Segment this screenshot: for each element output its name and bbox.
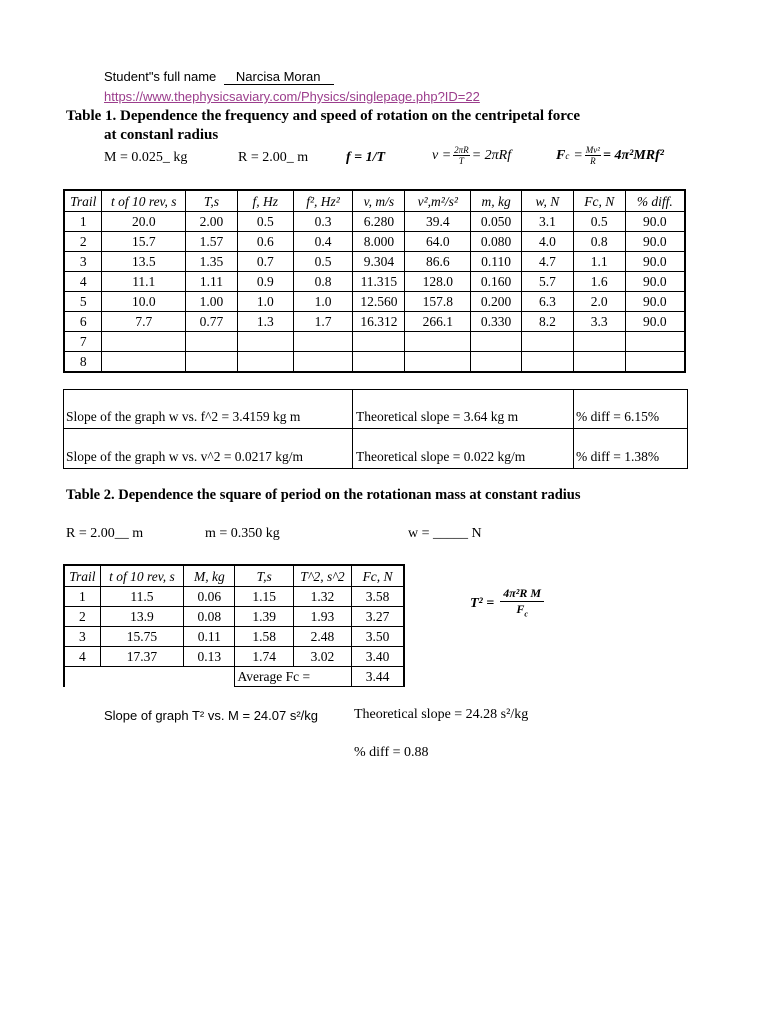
table-cell bbox=[625, 352, 685, 373]
average-fc-label: Average Fc = bbox=[235, 667, 352, 687]
speed-fraction: $\frac{2\pi R}{T}$ bbox=[454, 145, 469, 166]
table-row bbox=[64, 647, 404, 667]
table1-header-cell: % diff. bbox=[625, 190, 685, 212]
theoretical-slope-1: Theoretical slope = 3.64 kg m bbox=[356, 409, 519, 424]
force-fraction: $\frac{\text{Mv²}}{R}$ bbox=[585, 145, 600, 166]
table-cell: 11.315 bbox=[353, 272, 405, 292]
table-cell bbox=[353, 352, 405, 373]
table-cell bbox=[471, 332, 522, 352]
table-cell: 8 bbox=[64, 352, 102, 373]
data-table-2 bbox=[63, 564, 405, 687]
table-cell bbox=[293, 332, 353, 352]
table-cell: 13.9 bbox=[100, 607, 183, 627]
table-row bbox=[64, 272, 685, 292]
blank-cell bbox=[64, 667, 235, 687]
table2-header-cell: M, kg bbox=[184, 565, 235, 587]
table2-header-cell: t of 10 rev, s bbox=[100, 565, 183, 587]
table-cell: 266.1 bbox=[405, 312, 471, 332]
table-cell: 13.5 bbox=[102, 252, 186, 272]
student-label: Student"s full name bbox=[104, 69, 217, 84]
table-cell: 3.27 bbox=[352, 607, 404, 627]
table1-header-cell: t of 10 rev, s bbox=[102, 190, 186, 212]
table-cell: 1.0 bbox=[293, 292, 353, 312]
table-cell: 157.8 bbox=[405, 292, 471, 312]
table-cell bbox=[237, 352, 293, 373]
table-cell: 17.37 bbox=[100, 647, 183, 667]
table-cell: 0.160 bbox=[471, 272, 522, 292]
table-cell: 15.7 bbox=[102, 232, 186, 252]
table-cell: 1.0 bbox=[237, 292, 293, 312]
table-row bbox=[64, 332, 685, 352]
table-row bbox=[64, 232, 685, 252]
table-cell: 1.3 bbox=[237, 312, 293, 332]
table-cell: 7 bbox=[64, 332, 102, 352]
table1-header-row bbox=[64, 190, 685, 212]
table-cell: 2.48 bbox=[293, 627, 351, 647]
slope-w-vs-f2: Slope of the graph w vs. f^2 = 3.4159 kg m bbox=[66, 409, 301, 424]
table-cell: 7.7 bbox=[102, 312, 186, 332]
table-cell: 1.6 bbox=[573, 272, 625, 292]
table-cell bbox=[573, 352, 625, 373]
table-cell bbox=[102, 332, 186, 352]
table-cell bbox=[353, 332, 405, 352]
table-cell: 8.000 bbox=[353, 232, 405, 252]
table-cell: 1.7 bbox=[293, 312, 353, 332]
period-fraction: $\frac{\text{4π²R M}}{F_c}$ bbox=[500, 586, 544, 621]
table-cell: 2 bbox=[64, 232, 102, 252]
data-table-1 bbox=[63, 189, 686, 373]
table-cell: 0.200 bbox=[471, 292, 522, 312]
table-cell: 3.58 bbox=[352, 587, 404, 607]
table-cell: 0.080 bbox=[471, 232, 522, 252]
table-cell: 0.8 bbox=[573, 232, 625, 252]
formula-period-squared: T² = $\frac{\text{4π²R M}}{F_c}$ bbox=[470, 586, 544, 621]
table1-header-cell: f², Hz² bbox=[293, 190, 353, 212]
param-mass-2: m = 0.350 kg bbox=[205, 526, 280, 541]
table-cell: 0.3 bbox=[293, 212, 353, 232]
table-cell: 86.6 bbox=[405, 252, 471, 272]
table-cell: 0.5 bbox=[293, 252, 353, 272]
table-cell bbox=[405, 332, 471, 352]
table-cell: 90.0 bbox=[625, 252, 685, 272]
table-cell: 90.0 bbox=[625, 292, 685, 312]
row-divider bbox=[64, 428, 687, 429]
table-cell: 4 bbox=[64, 647, 100, 667]
theoretical-slope-3: Theoretical slope = 24.28 s²/kg bbox=[354, 707, 529, 722]
table1-header-cell: v, m/s bbox=[353, 190, 405, 212]
table2-header-cell: Trail bbox=[64, 565, 100, 587]
table-cell: 6 bbox=[64, 312, 102, 332]
table-row bbox=[64, 292, 685, 312]
table-row bbox=[64, 352, 685, 373]
table-cell: 20.0 bbox=[102, 212, 186, 232]
table-cell: 6.280 bbox=[353, 212, 405, 232]
table-row bbox=[64, 312, 685, 332]
table-cell: 16.312 bbox=[353, 312, 405, 332]
table1-header-cell: m, kg bbox=[471, 190, 522, 212]
table-cell: 1.1 bbox=[573, 252, 625, 272]
url-line bbox=[104, 89, 480, 104]
table-cell: 1 bbox=[64, 212, 102, 232]
student-line bbox=[104, 69, 334, 85]
table-cell: 1.93 bbox=[293, 607, 351, 627]
column-divider bbox=[573, 390, 574, 468]
table-cell: 1.74 bbox=[235, 647, 293, 667]
table-cell: 0.9 bbox=[237, 272, 293, 292]
table-cell: 1.57 bbox=[186, 232, 238, 252]
table-cell: 5 bbox=[64, 292, 102, 312]
table-cell bbox=[186, 332, 238, 352]
table2-header-cell: T^2, s^2 bbox=[293, 565, 351, 587]
table-cell: 0.4 bbox=[293, 232, 353, 252]
table-cell: 2.0 bbox=[573, 292, 625, 312]
table-cell bbox=[573, 332, 625, 352]
student-name-field bbox=[224, 69, 335, 85]
table-row bbox=[64, 252, 685, 272]
table-cell: 0.5 bbox=[573, 212, 625, 232]
table2-header-cell: Fc, N bbox=[352, 565, 404, 587]
table1-header-cell: Fc, N bbox=[573, 190, 625, 212]
table2-header-cell: T,s bbox=[235, 565, 293, 587]
table-cell: 9.304 bbox=[353, 252, 405, 272]
table-row bbox=[64, 607, 404, 627]
table-cell: 1 bbox=[64, 587, 100, 607]
column-divider bbox=[352, 390, 353, 468]
table-cell: 3.1 bbox=[522, 212, 574, 232]
table-cell bbox=[522, 352, 574, 373]
average-row bbox=[64, 667, 404, 687]
table-cell: 0.050 bbox=[471, 212, 522, 232]
table1-header-cell: v²,m²/s² bbox=[405, 190, 471, 212]
table-cell: 3 bbox=[64, 627, 100, 647]
table-cell bbox=[102, 352, 186, 373]
slope-comparison-box bbox=[63, 389, 688, 469]
table-cell: 0.06 bbox=[184, 587, 235, 607]
table-cell: 4 bbox=[64, 272, 102, 292]
table-cell: 90.0 bbox=[625, 232, 685, 252]
table-cell: 0.8 bbox=[293, 272, 353, 292]
table-cell: 0.6 bbox=[237, 232, 293, 252]
slope-t2-vs-m: Slope of graph T² vs. M = 24.07 s²/kg bbox=[104, 708, 319, 723]
table1-header-cell: T,s bbox=[186, 190, 238, 212]
table-cell: 1.11 bbox=[186, 272, 238, 292]
table1-subtitle: at constanl radius bbox=[104, 127, 219, 143]
table-cell: 15.75 bbox=[100, 627, 183, 647]
table-cell: 5.7 bbox=[522, 272, 574, 292]
table-cell: 3.02 bbox=[293, 647, 351, 667]
table-cell bbox=[471, 352, 522, 373]
table-cell bbox=[237, 332, 293, 352]
table-cell: 0.330 bbox=[471, 312, 522, 332]
table-cell bbox=[405, 352, 471, 373]
param-radius: R = 2.00_ m bbox=[238, 150, 309, 165]
table2-title: Table 2. Dependence the square of period on the rotationan mass at constant radius bbox=[66, 487, 581, 503]
table-row bbox=[64, 212, 685, 232]
param-radius-2: R = 2.00__ m bbox=[66, 526, 144, 541]
table-cell: 4.0 bbox=[522, 232, 574, 252]
percent-diff-3: % diff = 0.88 bbox=[354, 745, 429, 760]
student-name: Narcisa Moran bbox=[235, 69, 321, 84]
table-cell: 1.00 bbox=[186, 292, 238, 312]
table-cell: 8.2 bbox=[522, 312, 574, 332]
table-cell: 12.560 bbox=[353, 292, 405, 312]
table-cell bbox=[186, 352, 238, 373]
table2-header-row bbox=[64, 565, 404, 587]
average-fc-value: 3.44 bbox=[352, 667, 404, 687]
theoretical-slope-2: Theoretical slope = 0.022 kg/m bbox=[356, 449, 526, 464]
table-cell: 0.5 bbox=[237, 212, 293, 232]
table-cell: 3.3 bbox=[573, 312, 625, 332]
table-cell: 0.13 bbox=[184, 647, 235, 667]
table-cell: 1.39 bbox=[235, 607, 293, 627]
table-cell: 1.32 bbox=[293, 587, 351, 607]
slope-w-vs-v2: Slope of the graph w vs. v^2 = 0.0217 kg/m bbox=[66, 449, 304, 464]
table-cell: 0.11 bbox=[184, 627, 235, 647]
table-cell: 90.0 bbox=[625, 272, 685, 292]
table-cell: 2 bbox=[64, 607, 100, 627]
table-cell: 90.0 bbox=[625, 312, 685, 332]
formula-speed: v = $\frac{2\pi R}{T}$ = 2πRf bbox=[432, 145, 512, 166]
table-cell: 64.0 bbox=[405, 232, 471, 252]
table-cell: 11.1 bbox=[102, 272, 186, 292]
table-cell: 10.0 bbox=[102, 292, 186, 312]
table-cell: 3.40 bbox=[352, 647, 404, 667]
table1-header-cell: Trail bbox=[64, 190, 102, 212]
table-cell: 90.0 bbox=[625, 212, 685, 232]
table-cell: 2.00 bbox=[186, 212, 238, 232]
table-row bbox=[64, 627, 404, 647]
table-cell bbox=[625, 332, 685, 352]
table-cell: 0.110 bbox=[471, 252, 522, 272]
table-cell: 128.0 bbox=[405, 272, 471, 292]
table-cell: 0.7 bbox=[237, 252, 293, 272]
table1-title: Table 1. Dependence the frequency and speed of rotation on the centripetal force bbox=[66, 108, 580, 124]
table-cell: 1.35 bbox=[186, 252, 238, 272]
table-cell: 0.77 bbox=[186, 312, 238, 332]
param-weight: w = _____ N bbox=[408, 526, 482, 541]
table-cell: 1.15 bbox=[235, 587, 293, 607]
table-cell: 3.50 bbox=[352, 627, 404, 647]
table1-header-cell: f, Hz bbox=[237, 190, 293, 212]
percent-diff-1: % diff = 6.15% bbox=[576, 409, 660, 424]
percent-diff-2: % diff = 1.38% bbox=[576, 449, 660, 464]
table-row bbox=[64, 587, 404, 607]
table-cell bbox=[522, 332, 574, 352]
table-cell bbox=[293, 352, 353, 373]
table-cell: 0.08 bbox=[184, 607, 235, 627]
table-cell: 3 bbox=[64, 252, 102, 272]
table-cell: 1.58 bbox=[235, 627, 293, 647]
param-mass: M = 0.025_ kg bbox=[104, 150, 188, 165]
source-link[interactable]: https://www.thephysicsaviary.com/Physics/singlepage.php?ID=22 bbox=[104, 89, 480, 104]
formula-centripetal-force: F c = $\frac{\text{Mv²}}{R}$ = 4π²MRf² bbox=[556, 145, 664, 166]
table1-header-cell: w, N bbox=[522, 190, 574, 212]
table-cell: 39.4 bbox=[405, 212, 471, 232]
table-cell: 11.5 bbox=[100, 587, 183, 607]
formula-frequency: f = 1/T bbox=[346, 150, 386, 165]
table-cell: 6.3 bbox=[522, 292, 574, 312]
table-cell: 4.7 bbox=[522, 252, 574, 272]
